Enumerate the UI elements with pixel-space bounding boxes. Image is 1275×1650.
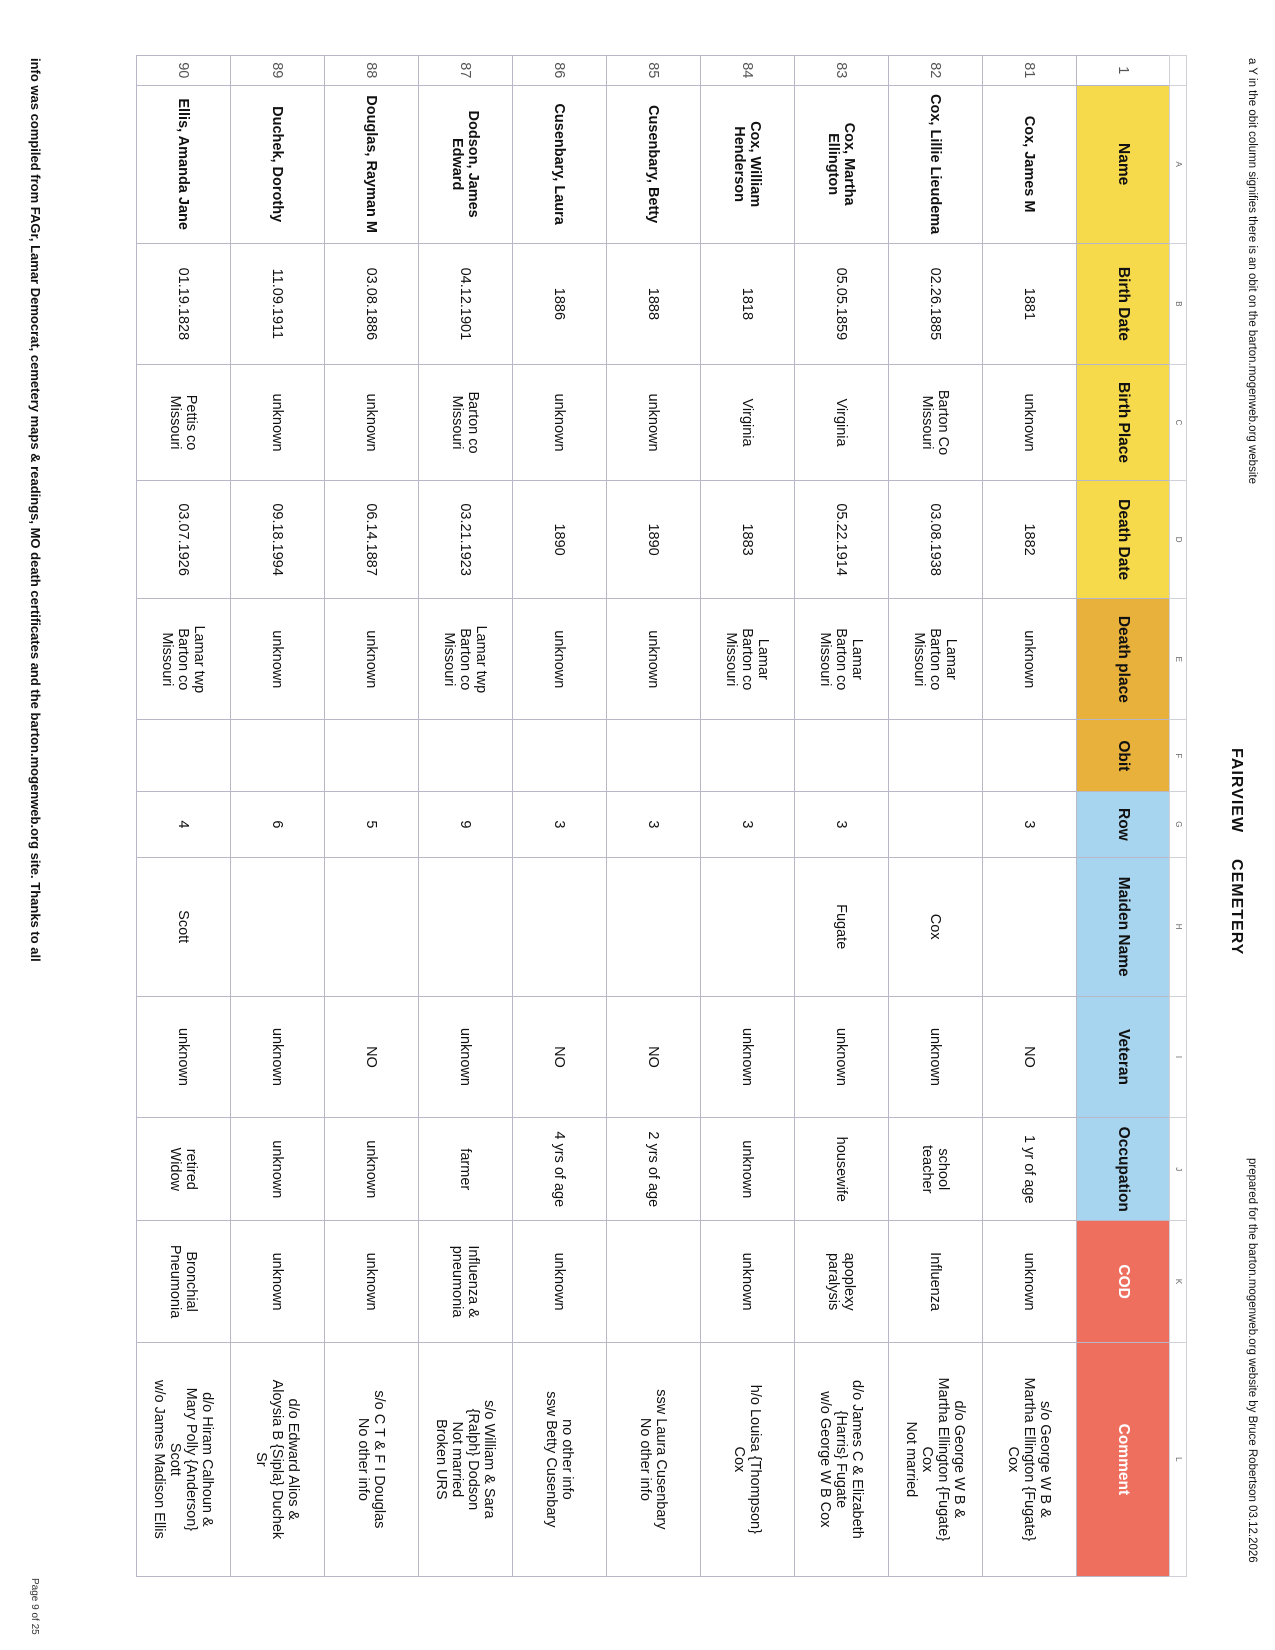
name-cell: Cox, William Henderson xyxy=(701,85,795,243)
comment-cell: d/o Edward Alios & Aloysia B {Sipla} Duchek Sr xyxy=(231,1342,325,1576)
page-title xyxy=(1227,748,1245,981)
row-number: 84 xyxy=(701,56,795,86)
death-place-cell: Lamar Barton co Missouri xyxy=(795,599,889,720)
occupation-cell: housewife xyxy=(795,1118,889,1221)
obit-cell xyxy=(419,720,513,792)
birth-place-cell: Barton co Missouri xyxy=(419,365,513,481)
table-row xyxy=(419,56,513,1577)
name-cell: Cox, James M xyxy=(983,85,1077,243)
row-cell: 3 xyxy=(795,792,889,857)
obit-cell xyxy=(795,720,889,792)
maiden-name-cell: Cox xyxy=(889,857,983,996)
table-row xyxy=(137,56,231,1577)
col-letter: E xyxy=(1170,599,1187,720)
obit-note: a Y in the obit column signifies there is an obit on the barton.mogenweb.org website xyxy=(1246,58,1258,484)
birth-place-cell: unknown xyxy=(607,365,701,481)
col-letter: G xyxy=(1170,792,1187,857)
header-birth-place: Birth Place xyxy=(1077,365,1170,481)
birth-place-cell: Barton Co Missouri xyxy=(889,365,983,481)
death-date-cell: 1883 xyxy=(701,481,795,599)
page-number: Page 9 of 25 xyxy=(29,1578,40,1635)
veteran-cell: NO xyxy=(607,996,701,1117)
death-date-cell: 03.21.1923 xyxy=(419,481,513,599)
cod-cell: unknown xyxy=(231,1221,325,1342)
col-letter: D xyxy=(1170,481,1187,599)
header-maiden-name: Maiden Name xyxy=(1077,857,1170,996)
occupation-cell: farmer xyxy=(419,1118,513,1221)
cod-cell: Influenza & pneumonia xyxy=(419,1221,513,1342)
obit-cell xyxy=(231,720,325,792)
cod-cell: Influenza xyxy=(889,1221,983,1342)
col-letter: K xyxy=(1170,1221,1187,1342)
comment-cell: d/o James C & Elizabeth {Harris} Fugate w/o George W B Cox xyxy=(795,1342,889,1576)
comment-cell: h/o Louisa {Thompson} Cox xyxy=(701,1342,795,1576)
death-date-cell: 06.14.1887 xyxy=(325,481,419,599)
birth-place-cell: Virginia xyxy=(795,365,889,481)
veteran-cell: unknown xyxy=(701,996,795,1117)
row-cell: 3 xyxy=(607,792,701,857)
corner-cell xyxy=(1170,56,1187,86)
header-death-date: Death Date xyxy=(1077,481,1170,599)
name-cell: Cox, Lillie Lieudema xyxy=(889,85,983,243)
birth-place-cell: unknown xyxy=(983,365,1077,481)
row-number: 86 xyxy=(513,56,607,86)
name-cell: Ellis, Amanda Jane xyxy=(137,85,231,243)
header-row: Row xyxy=(1077,792,1170,857)
footer-note: info was compiled from FAGr, Lamar Democrat, cemetery maps & readings, MO death certificates and the barton.mogenweb.org site. Thanks to all xyxy=(28,58,43,962)
death-place-cell: unknown xyxy=(983,599,1077,720)
cod-cell: unknown xyxy=(513,1221,607,1342)
maiden-name-cell: Fugate xyxy=(795,857,889,996)
comment-cell: d/o Hiram Calhoun & Mary Polly {Anderson} Scott w/o James Madison Ellis xyxy=(137,1342,231,1576)
header-veteran: Veteran xyxy=(1077,996,1170,1117)
occupation-cell: unknown xyxy=(701,1118,795,1221)
name-cell: Dodson, James Edward xyxy=(419,85,513,243)
birth-place-cell: unknown xyxy=(513,365,607,481)
comment-cell: d/o George W B & Martha Ellington {Fugate} Cox Not married xyxy=(889,1342,983,1576)
comment-cell: s/o William & Sara {Ralph} Dodson Not married Broken URS xyxy=(419,1342,513,1576)
obit-cell xyxy=(701,720,795,792)
row-cell xyxy=(889,792,983,857)
table-row xyxy=(983,56,1077,1577)
header-comment: Comment xyxy=(1077,1342,1170,1576)
row-number: 1 xyxy=(1077,56,1170,86)
table-row xyxy=(231,56,325,1577)
table-row xyxy=(607,56,701,1577)
row-cell: 4 xyxy=(137,792,231,857)
death-date-cell: 09.18.1994 xyxy=(231,481,325,599)
col-letter: B xyxy=(1170,243,1187,364)
occupation-cell: retired Widow xyxy=(137,1118,231,1221)
name-cell: Douglas, Rayman M xyxy=(325,85,419,243)
col-letter: C xyxy=(1170,365,1187,481)
header-occupation: Occupation xyxy=(1077,1118,1170,1221)
veteran-cell: unknown xyxy=(795,996,889,1117)
row-number: 88 xyxy=(325,56,419,86)
obit-cell xyxy=(325,720,419,792)
row-cell: 6 xyxy=(231,792,325,857)
row-cell: 9 xyxy=(419,792,513,857)
occupation-cell: unknown xyxy=(325,1118,419,1221)
maiden-name-cell xyxy=(701,857,795,996)
header-cod: COD xyxy=(1077,1221,1170,1342)
cod-cell: apoplexy paralysis xyxy=(795,1221,889,1342)
birth-place-cell: unknown xyxy=(325,365,419,481)
obit-cell xyxy=(137,720,231,792)
birth-date-cell: 1886 xyxy=(513,243,607,364)
veteran-cell: NO xyxy=(325,996,419,1117)
title-cemetery: CEMETERY xyxy=(1228,859,1245,956)
veteran-cell: unknown xyxy=(231,996,325,1117)
occupation-cell: 4 yrs of age xyxy=(513,1118,607,1221)
birth-date-cell: 02.26.1885 xyxy=(889,243,983,364)
death-date-cell: 03.08.1938 xyxy=(889,481,983,599)
row-number: 90 xyxy=(137,56,231,86)
birth-place-cell: Pettis co Missouri xyxy=(137,365,231,481)
birth-date-cell: 03.08.1886 xyxy=(325,243,419,364)
col-letter: J xyxy=(1170,1118,1187,1221)
table-row xyxy=(513,56,607,1577)
obit-cell xyxy=(513,720,607,792)
row-cell: 3 xyxy=(983,792,1077,857)
birth-place-cell: unknown xyxy=(231,365,325,481)
obit-cell xyxy=(983,720,1077,792)
maiden-name-cell xyxy=(607,857,701,996)
header-name: Name xyxy=(1077,85,1170,243)
row-number: 81 xyxy=(983,56,1077,86)
veteran-cell: unknown xyxy=(419,996,513,1117)
obit-cell xyxy=(607,720,701,792)
row-number: 87 xyxy=(419,56,513,86)
header-row xyxy=(1077,56,1170,1577)
occupation-cell: 2 yrs of age xyxy=(607,1118,701,1221)
birth-date-cell: 01.19.1828 xyxy=(137,243,231,364)
col-letter: F xyxy=(1170,720,1187,792)
maiden-name-cell xyxy=(231,857,325,996)
birth-date-cell: 1888 xyxy=(607,243,701,364)
header-obit: Obit xyxy=(1077,720,1170,792)
death-place-cell: unknown xyxy=(513,599,607,720)
veteran-cell: NO xyxy=(513,996,607,1117)
name-cell: Cusenbary, Laura xyxy=(513,85,607,243)
birth-date-cell: 04.12.1901 xyxy=(419,243,513,364)
cod-cell: unknown xyxy=(983,1221,1077,1342)
veteran-cell: unknown xyxy=(137,996,231,1117)
maiden-name-cell xyxy=(325,857,419,996)
birth-date-cell: 11.09.1911 xyxy=(231,243,325,364)
table-row xyxy=(325,56,419,1577)
name-cell: Cox, Martha Ellington xyxy=(795,85,889,243)
row-cell: 3 xyxy=(513,792,607,857)
veteran-cell: NO xyxy=(983,996,1077,1117)
table-row xyxy=(701,56,795,1577)
occupation-cell: school teacher xyxy=(889,1118,983,1221)
cod-cell: unknown xyxy=(701,1221,795,1342)
column-letters-row xyxy=(1170,56,1187,1577)
maiden-name-cell xyxy=(513,857,607,996)
prepared-by: prepared for the barton.mogenweb.org website by Bruce Robertson 03.12.2026 xyxy=(1246,1158,1258,1563)
comment-cell: ssw Laura Cusenbary No other info xyxy=(607,1342,701,1576)
death-date-cell: 1890 xyxy=(607,481,701,599)
death-place-cell: unknown xyxy=(607,599,701,720)
occupation-cell: 1 yr of age xyxy=(983,1118,1077,1221)
death-place-cell: Lamar Barton co Missouri xyxy=(889,599,983,720)
header-death-place: Death place xyxy=(1077,599,1170,720)
death-place-cell: Lamar Barton co Missouri xyxy=(701,599,795,720)
header-birth-date: Birth Date xyxy=(1077,243,1170,364)
col-letter: H xyxy=(1170,857,1187,996)
obit-cell xyxy=(889,720,983,792)
row-number: 89 xyxy=(231,56,325,86)
row-cell: 3 xyxy=(701,792,795,857)
cod-cell xyxy=(607,1221,701,1342)
birth-date-cell: 1818 xyxy=(701,243,795,364)
occupation-cell: unknown xyxy=(231,1118,325,1221)
maiden-name-cell xyxy=(983,857,1077,996)
death-place-cell: unknown xyxy=(325,599,419,720)
table-row xyxy=(889,56,983,1577)
row-number: 83 xyxy=(795,56,889,86)
birth-date-cell: 1881 xyxy=(983,243,1077,364)
comment-cell: no other info ssw Betty Cusenbary xyxy=(513,1342,607,1576)
death-place-cell: unknown xyxy=(231,599,325,720)
death-date-cell: 1882 xyxy=(983,481,1077,599)
name-cell: Duchek, Dorothy xyxy=(231,85,325,243)
row-number: 85 xyxy=(607,56,701,86)
col-letter: I xyxy=(1170,996,1187,1117)
col-letter: L xyxy=(1170,1342,1187,1576)
title-fairview: FAIRVIEW xyxy=(1228,748,1245,834)
table-row xyxy=(795,56,889,1577)
death-date-cell: 1890 xyxy=(513,481,607,599)
death-place-cell: Lamar twp Barton co Missouri xyxy=(419,599,513,720)
veteran-cell: unknown xyxy=(889,996,983,1117)
name-cell: Cusenbary, Betty xyxy=(607,85,701,243)
row-number: 82 xyxy=(889,56,983,86)
maiden-name-cell xyxy=(419,857,513,996)
col-letter: A xyxy=(1170,85,1187,243)
maiden-name-cell: Scott xyxy=(137,857,231,996)
death-date-cell: 05.22.1914 xyxy=(795,481,889,599)
cod-cell: unknown xyxy=(325,1221,419,1342)
death-date-cell: 03.07.1926 xyxy=(137,481,231,599)
birth-date-cell: 05.05.1859 xyxy=(795,243,889,364)
row-cell: 5 xyxy=(325,792,419,857)
death-place-cell: Lamar twp Barton co Missouri xyxy=(137,599,231,720)
birth-place-cell: Virginia xyxy=(701,365,795,481)
comment-cell: s/o George W B & Martha Ellington {Fugate} Cox xyxy=(983,1342,1077,1576)
cemetery-table xyxy=(136,55,1187,1577)
cod-cell: Bronchial Pneumonia xyxy=(137,1221,231,1342)
comment-cell: s/o C T & F I Douglas No other info xyxy=(325,1342,419,1576)
